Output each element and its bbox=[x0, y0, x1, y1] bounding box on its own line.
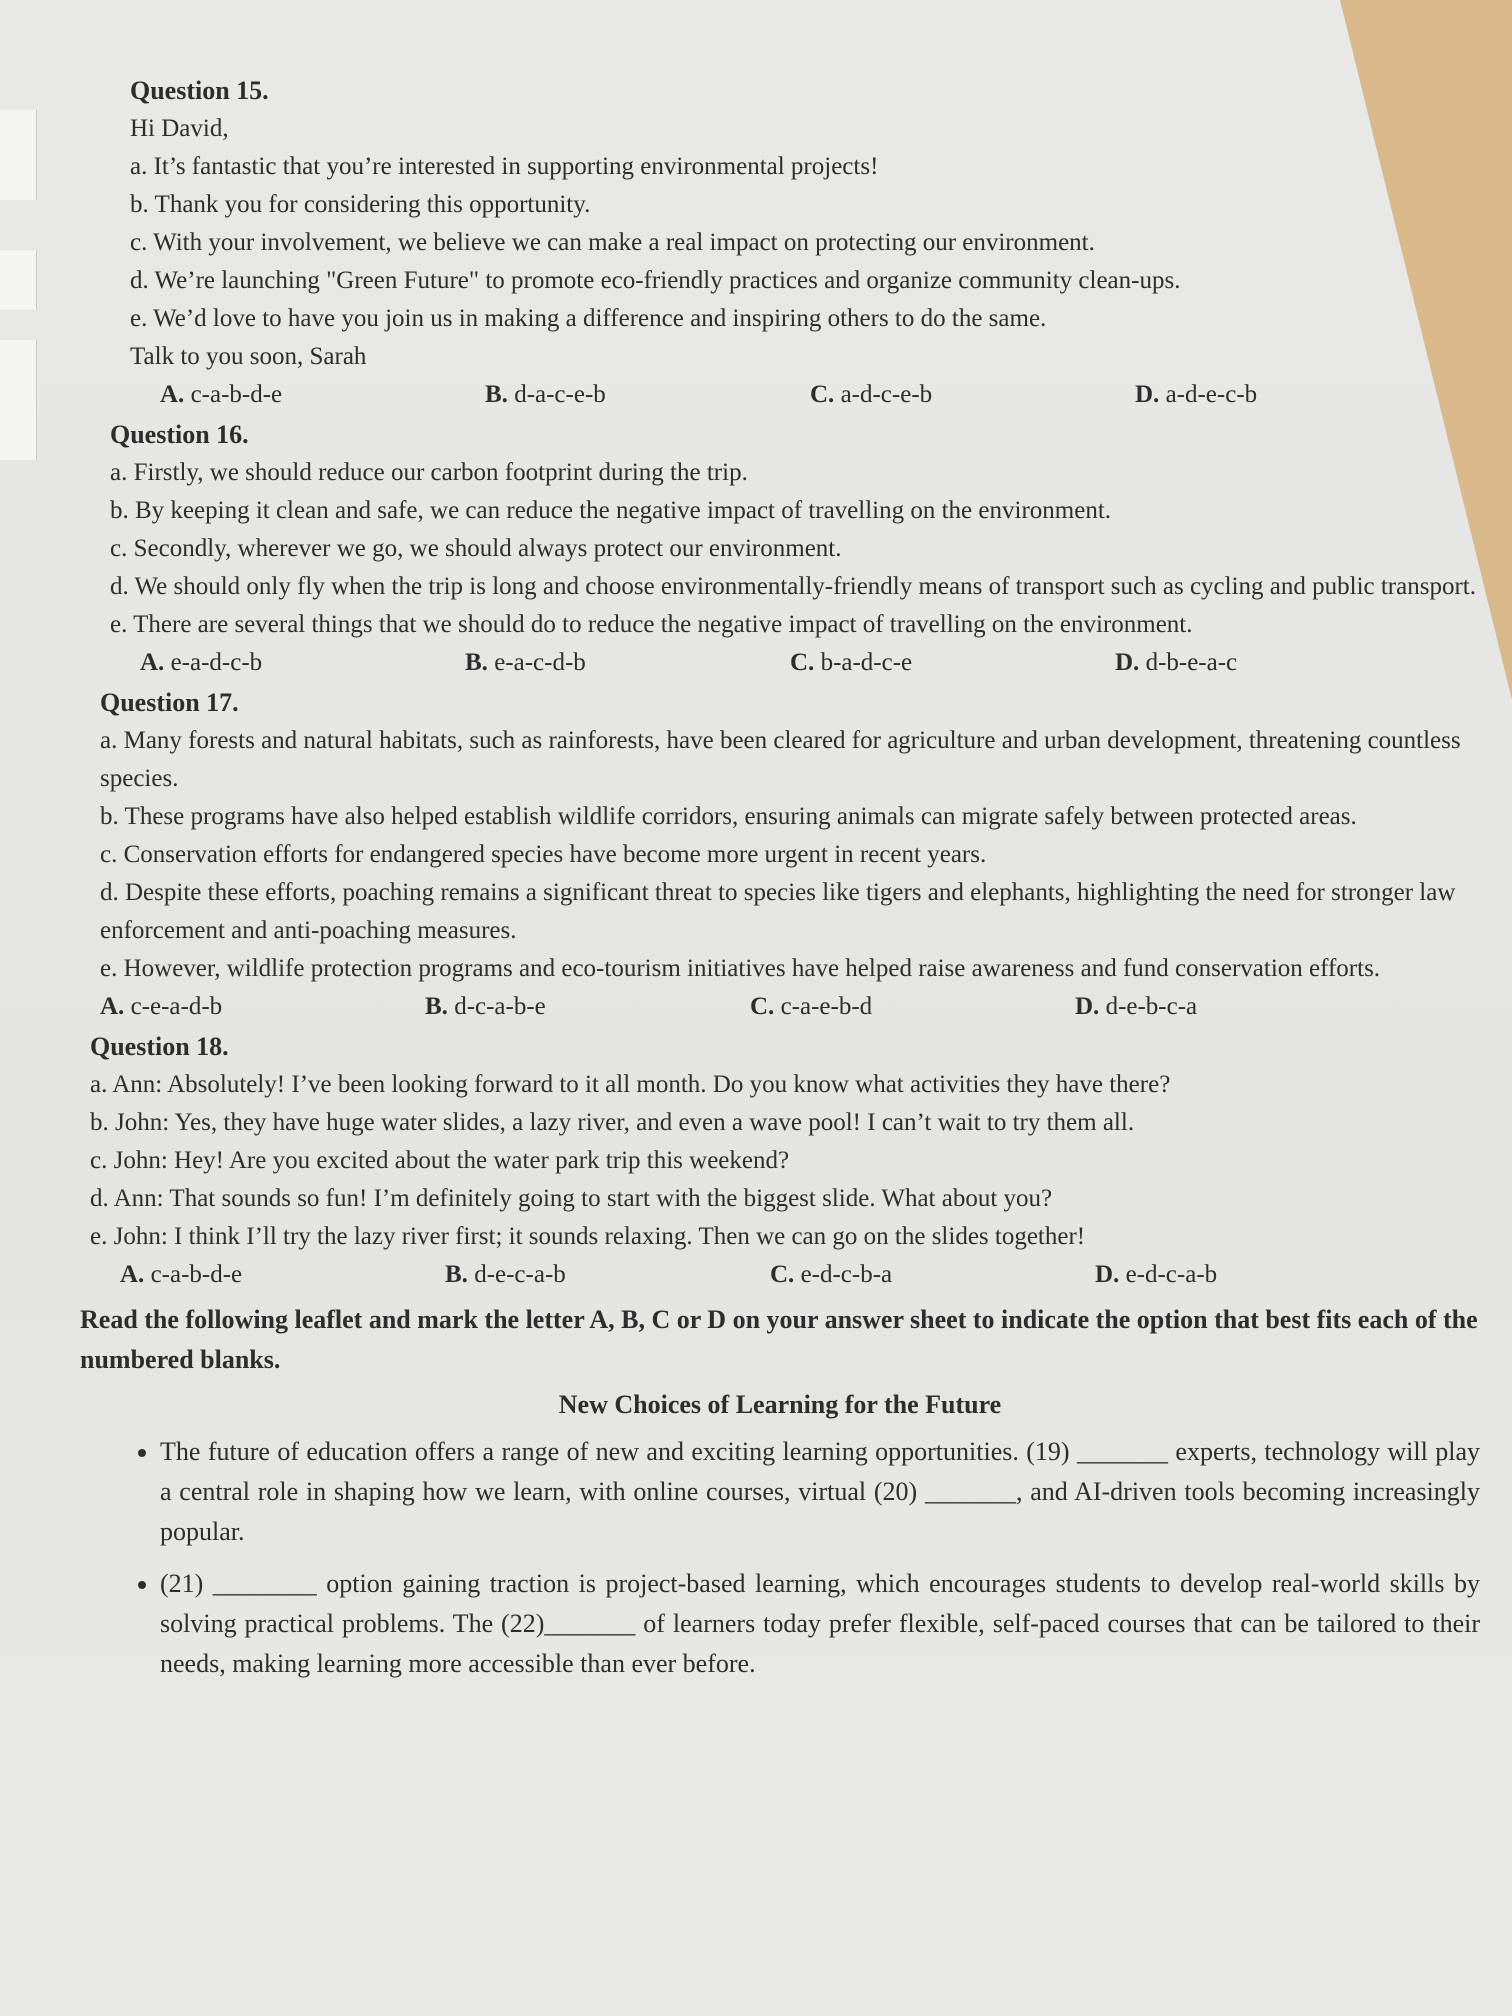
option-b[interactable]: B. d-e-c-a-b bbox=[445, 1261, 566, 1288]
question-16 bbox=[70, 416, 1480, 682]
option-d[interactable]: D. d-e-b-c-a bbox=[1075, 993, 1198, 1020]
answer-options bbox=[130, 376, 1480, 414]
option-c[interactable]: C. c-a-e-b-d bbox=[750, 993, 873, 1020]
question-18 bbox=[70, 1028, 1480, 1294]
sentence-item: d. We’re launching "Green Future" to promote eco-friendly practices and organize community clean-ups. bbox=[130, 267, 1181, 294]
option-b[interactable]: B. e-a-c-d-b bbox=[465, 649, 586, 676]
sentence-item: c. With your involvement, we believe we can make a real impact on protecting our environment. bbox=[130, 229, 1095, 256]
option-d[interactable]: D. a-d-e-c-b bbox=[1135, 381, 1258, 408]
leaflet-section bbox=[70, 1300, 1480, 1684]
answer-options bbox=[100, 988, 1480, 1026]
sentence-item: c. Secondly, wherever we go, we should always protect our environment. bbox=[110, 535, 842, 562]
question-title: Question 15. bbox=[130, 76, 269, 105]
question-title: Question 17. bbox=[100, 688, 239, 717]
option-d[interactable]: D. e-d-c-a-b bbox=[1095, 1261, 1218, 1288]
sentence-item: d. Despite these efforts, poaching remains a significant threat to species like tigers and elephants, highlighting the need for stronger law enforcement and anti-poaching measures. bbox=[100, 879, 1456, 944]
option-c[interactable]: C. e-d-c-b-a bbox=[770, 1261, 893, 1288]
option-d[interactable]: D. d-b-e-a-c bbox=[1115, 649, 1238, 676]
option-b[interactable]: B. d-a-c-e-b bbox=[485, 381, 606, 408]
sentence-item: e. However, wildlife protection programs and eco-tourism initiatives have helped raise awareness and fund conservation efforts. bbox=[100, 955, 1381, 982]
sentence-item: c. Conservation efforts for endangered species have become more urgent in recent years. bbox=[100, 841, 987, 868]
paper-scrap-edge bbox=[0, 340, 37, 460]
sentence-item: b. By keeping it clean and safe, we can reduce the negative impact of travelling on the environment. bbox=[110, 497, 1112, 524]
answer-options bbox=[110, 644, 1480, 682]
option-a[interactable]: A. c-e-a-d-b bbox=[100, 993, 223, 1020]
dialogue-line: c. John: Hey! Are you excited about the water park trip this weekend? bbox=[90, 1147, 790, 1174]
option-a[interactable]: A. c-a-b-d-e bbox=[160, 381, 283, 408]
option-c[interactable]: C. a-d-c-e-b bbox=[810, 381, 933, 408]
question-17 bbox=[70, 684, 1480, 1026]
answer-options bbox=[90, 1256, 1480, 1294]
option-a[interactable]: A. c-a-b-d-e bbox=[120, 1261, 243, 1288]
sentence-item: a. It’s fantastic that you’re interested in supporting environmental projects! bbox=[130, 153, 879, 180]
dialogue-line: b. John: Yes, they have huge water slides, a lazy river, and even a wave pool! I can’t wait to try them all. bbox=[90, 1109, 1135, 1136]
sentence-item: b. These programs have also helped establish wildlife corridors, ensuring animals can migrate safely between protected areas. bbox=[100, 803, 1357, 830]
option-b[interactable]: B. d-c-a-b-e bbox=[425, 993, 546, 1020]
letter-closing: Talk to you soon, Sarah bbox=[130, 343, 367, 370]
sentence-item: a. Many forests and natural habitats, such as rainforests, have been cleared for agriculture and urban development, threatening countless species. bbox=[100, 727, 1461, 792]
sentence-item: e. We’d love to have you join us in making a difference and inspiring others to do the same. bbox=[130, 305, 1047, 332]
sentence-item: b. Thank you for considering this opportunity. bbox=[130, 191, 591, 218]
sentence-item: d. We should only fly when the trip is long and choose environmentally-friendly means of transport such as cycling and public transport. bbox=[110, 573, 1476, 600]
option-c[interactable]: C. b-a-d-c-e bbox=[790, 649, 913, 676]
paper-scrap-edge bbox=[0, 250, 37, 310]
section-instruction: Read the following leaflet and mark the letter A, B, C or D on your answer sheet to indicate the option that best fits each of the numbered blanks. bbox=[80, 1305, 1478, 1374]
leaflet-title: New Choices of Learning for the Future bbox=[558, 1390, 1002, 1419]
leaflet-bullet: • The future of education offers a range of new and exciting learning opportunities. (19) _______ experts, technology will play a central role in shaping how we learn, with online courses, virtual (20) _______, and AI-driven tools becoming increasingly popular. bbox=[160, 1432, 1480, 1552]
sentence-item: a. Firstly, we should reduce our carbon footprint during the trip. bbox=[110, 459, 748, 486]
paper-scrap-edge bbox=[0, 110, 37, 200]
sentence-item: e. There are several things that we should do to reduce the negative impact of travelling on the environment. bbox=[110, 611, 1193, 638]
dialogue-line: e. John: I think I’ll try the lazy river first; it sounds relaxing. Then we can go on the slides together! bbox=[90, 1223, 1086, 1250]
option-a[interactable]: A. e-a-d-c-b bbox=[140, 649, 263, 676]
dialogue-line: d. Ann: That sounds so fun! I’m definitely going to start with the biggest slide. What about you? bbox=[90, 1185, 1053, 1212]
leaflet-bullet-list bbox=[80, 1432, 1480, 1684]
question-15 bbox=[70, 72, 1480, 414]
exam-page bbox=[70, 70, 1480, 1696]
dialogue-line: a. Ann: Absolutely! I’ve been looking forward to it all month. Do you know what activities they have there? bbox=[90, 1071, 1171, 1098]
question-title: Question 18. bbox=[90, 1032, 229, 1061]
leaflet-bullet: • (21) ________ option gaining traction is project-based learning, which encourages students to develop real-world skills by solving practical problems. The (22)_______ of learners today prefer flexible, self-paced courses that can be tailored to their needs, making learning more accessible than ever before. bbox=[160, 1564, 1480, 1684]
question-title: Question 16. bbox=[110, 420, 249, 449]
letter-greeting: Hi David, bbox=[130, 115, 229, 142]
